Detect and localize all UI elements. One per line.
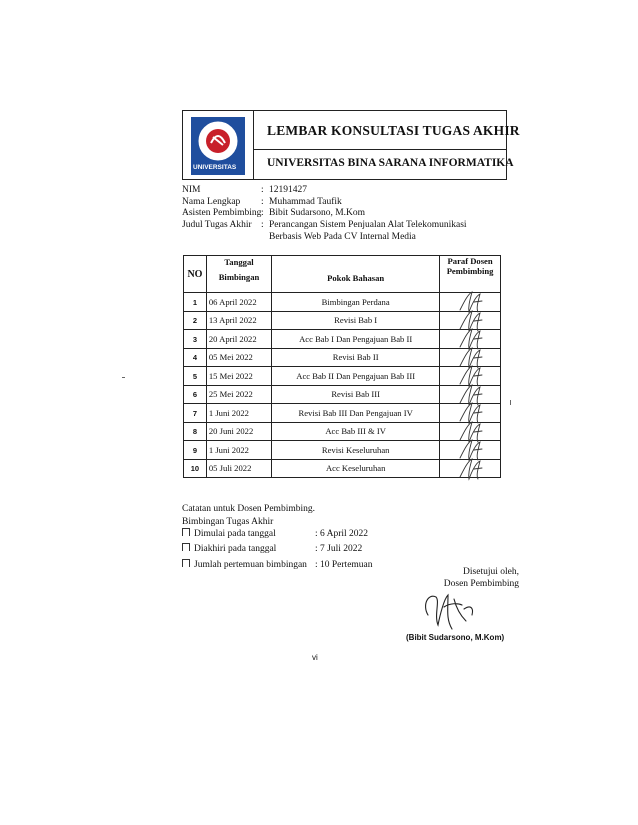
info-label: Nama Lengkap xyxy=(182,196,241,207)
checkbox xyxy=(182,543,190,551)
document-title: LEMBAR KONSULTASI TUGAS AKHIR xyxy=(267,123,520,138)
approval-line1: Disetujui oleh, xyxy=(463,567,519,577)
notes-item-label: Diakhiri pada tanggal xyxy=(194,543,277,554)
notes-item-start xyxy=(182,528,369,541)
header-no: NO xyxy=(184,256,207,293)
info-label: Asisten Pembimbing xyxy=(182,208,262,218)
header-paraf xyxy=(440,256,501,293)
cell-no xyxy=(184,293,207,312)
cell-pokok: Acc Bab I Dan Pengajuan Bab II xyxy=(272,330,440,349)
info-value: 12191427 xyxy=(269,185,307,195)
row-number: 1 xyxy=(192,297,198,307)
table-row xyxy=(184,367,501,386)
table-row xyxy=(184,293,501,312)
cell-no xyxy=(184,311,207,330)
cell-pokok: Acc Bab III & IV xyxy=(272,422,440,441)
cell-no xyxy=(184,404,207,423)
info-colon: : xyxy=(261,208,264,218)
table-row xyxy=(184,348,501,367)
checkbox xyxy=(182,528,190,536)
cell-tanggal: 20 April 2022 xyxy=(206,330,271,349)
cell-no xyxy=(184,385,207,404)
info-label: NIM xyxy=(182,185,201,195)
row-number: 5 xyxy=(192,371,198,381)
row-number: 3 xyxy=(192,334,198,344)
table-row xyxy=(184,330,501,349)
checkbox xyxy=(182,559,190,567)
cell-tanggal: 05 Mei 2022 xyxy=(206,348,271,367)
info-value: Perancangan Sistem Penjualan Alat Telekomunikasi xyxy=(269,219,467,230)
cell-pokok: Revisi Keseluruhan xyxy=(272,441,440,460)
cell-no xyxy=(184,348,207,367)
cell-pokok: Revisi Bab II xyxy=(272,348,440,367)
table-row xyxy=(184,404,501,423)
row-number: 7 xyxy=(192,408,198,418)
row-number: 9 xyxy=(192,445,198,455)
cell-tanggal: 06 April 2022 xyxy=(206,293,271,312)
paraf-signature xyxy=(456,455,484,481)
notes-item-value: : 6 April 2022 xyxy=(315,529,369,539)
header-box xyxy=(182,110,520,180)
scan-speck xyxy=(510,400,511,405)
table-row xyxy=(184,422,501,441)
notes-item-value: : 10 Pertemuan xyxy=(315,560,373,570)
advisor-name: (Bibit Sudarsono, M.Kom) xyxy=(406,633,505,642)
notes-item-value: : 7 Juli 2022 xyxy=(315,543,363,554)
approval-line2: Dosen Pembimbing xyxy=(443,578,519,589)
row-number: 10 xyxy=(190,464,200,474)
row-number: 2 xyxy=(192,316,198,326)
header-tanggal-line1: Tanggal xyxy=(224,257,254,267)
header-paraf-line1: Paraf Dosen xyxy=(447,256,493,266)
cell-paraf xyxy=(440,459,501,478)
cell-tanggal: 25 Mei 2022 xyxy=(206,385,271,404)
table-row xyxy=(184,311,501,330)
notes-item-count xyxy=(182,559,373,572)
advisor-signature xyxy=(414,585,482,633)
cell-no xyxy=(184,330,207,349)
header-pokok: Pokok Bahasan xyxy=(272,256,440,293)
university-name: UNIVERSITAS BINA SARANA INFORMATIKA xyxy=(267,157,514,169)
info-value: Bibit Sudarsono, M.Kom xyxy=(269,208,366,218)
cell-pokok: Acc Bab II Dan Pengajuan Bab III xyxy=(272,367,440,386)
page-number: vi xyxy=(312,653,318,662)
notes-line2: Bimbingan Tugas Akhir xyxy=(182,516,274,527)
info-colon: : xyxy=(261,185,264,195)
row-number: 8 xyxy=(192,427,198,437)
notes-item-label: Jumlah pertemuan bimbingan xyxy=(194,560,307,570)
table-row xyxy=(184,441,501,460)
header-tanggal-line2: Bimbingan xyxy=(218,272,260,282)
logo-cell xyxy=(183,111,254,179)
cell-tanggal: 1 Juni 2022 xyxy=(206,404,271,423)
table-header-row xyxy=(184,256,501,293)
cell-no xyxy=(184,367,207,386)
info-label: Judul Tugas Akhir xyxy=(182,219,252,230)
cell-tanggal: 13 April 2022 xyxy=(206,311,271,330)
cell-pokok: Acc Keseluruhan xyxy=(272,459,440,478)
table-row xyxy=(184,459,501,478)
info-value: Berbasis Web Pada CV Internal Media xyxy=(269,232,416,242)
notes-line1: Catatan untuk Dosen Pembimbing. xyxy=(182,504,315,514)
header-paraf-line2: Pembimbing xyxy=(446,265,494,276)
consultation-table xyxy=(183,255,501,478)
cell-no xyxy=(184,422,207,441)
cell-pokok: Revisi Bab III xyxy=(272,385,440,404)
cell-tanggal: 1 Juni 2022 xyxy=(206,441,271,460)
scan-speck xyxy=(122,377,125,378)
cell-pokok: Revisi Bab I xyxy=(272,311,440,330)
notes-item-end xyxy=(182,543,363,556)
header-tanggal xyxy=(206,256,271,293)
logo-text-bottom: UNIVERSITAS xyxy=(193,164,237,171)
table-row xyxy=(184,385,501,404)
notes-item-label: Dimulai pada tanggal xyxy=(194,529,276,539)
cell-tanggal: 05 Juli 2022 xyxy=(206,459,271,478)
cell-pokok: Revisi Bab III Dan Pengajuan IV xyxy=(272,404,440,423)
cell-no xyxy=(184,459,207,478)
cell-pokok: Bimbingan Perdana xyxy=(272,293,440,312)
row-number: 6 xyxy=(192,390,198,400)
notes-block xyxy=(182,503,373,572)
header-divider xyxy=(253,149,506,150)
info-colon: : xyxy=(261,219,264,230)
cell-no xyxy=(184,441,207,460)
info-colon: : xyxy=(261,196,264,207)
info-value: Muhammad Taufik xyxy=(269,196,342,207)
cell-tanggal: 20 Juni 2022 xyxy=(206,422,271,441)
cell-tanggal: 15 Mei 2022 xyxy=(206,367,271,386)
row-number: 4 xyxy=(192,353,198,363)
